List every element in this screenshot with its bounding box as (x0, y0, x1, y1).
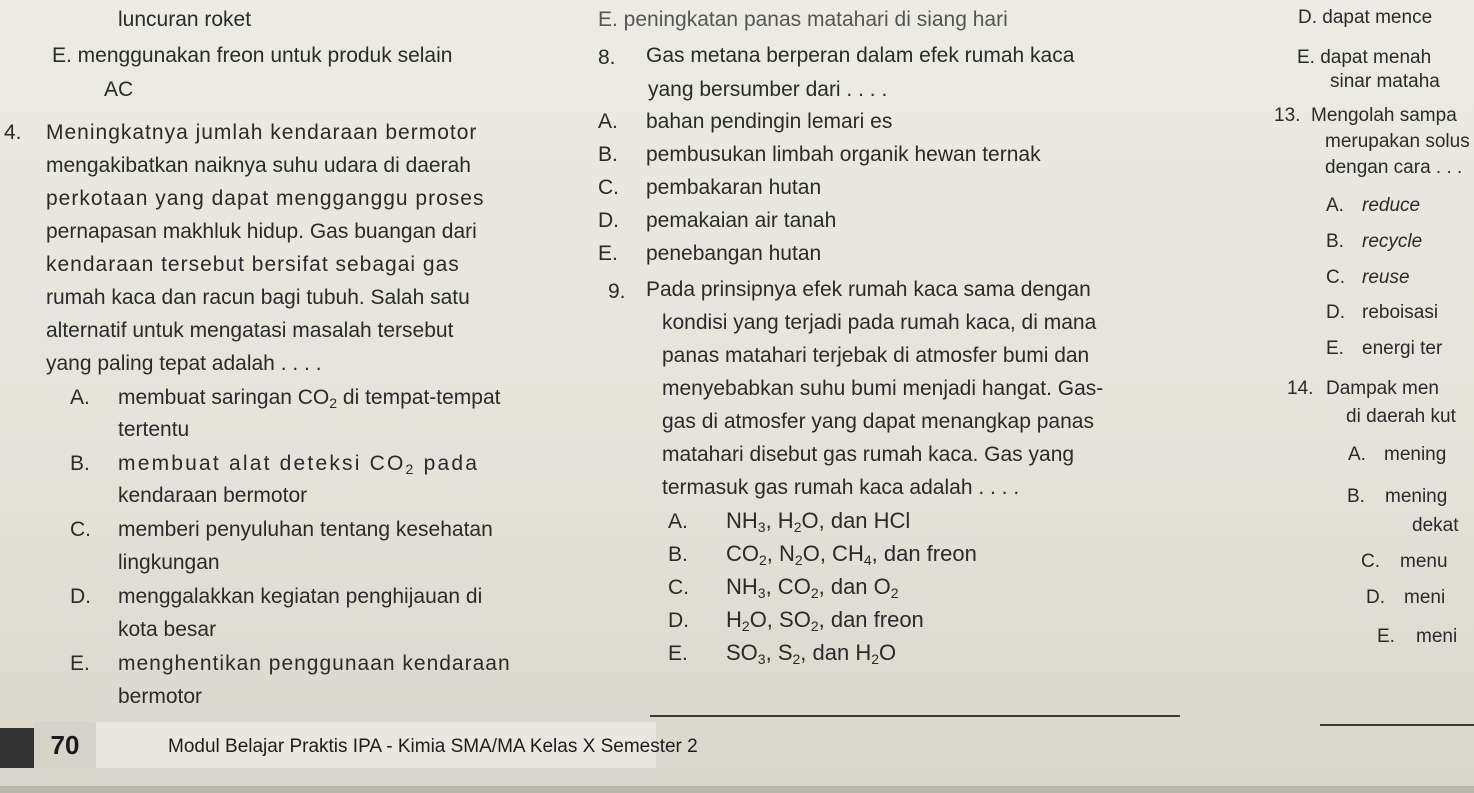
q13-option-c-label: C. (1326, 267, 1345, 288)
q13-option-b-text: recycle (1362, 231, 1423, 252)
option-a-text: membuat saringan $CO_2$ di tempat-tempat (118, 386, 501, 411)
option-b-text-cont: kendaraan bermotor (118, 484, 308, 507)
option-d-text: menggalakkan kegiatan penghijauan di (118, 585, 483, 608)
q4-line: perkotaan yang dapat mengganggu proses (46, 187, 485, 210)
text-line: sinar mataha (1330, 71, 1440, 92)
q14-line: Dampak men (1326, 378, 1439, 399)
q14-option-b-label: B. (1347, 486, 1365, 507)
question-number-14: 14. (1287, 378, 1314, 399)
option-b-label: B. (70, 452, 90, 475)
page-edge (0, 786, 1474, 793)
option-e-text-cont: bermotor (118, 685, 203, 708)
option-c-text-cont: lingkungan (118, 551, 220, 574)
option-e-label: E. (70, 652, 90, 675)
q9-line: panas matahari terjebak di atmosfer bumi dan (662, 344, 1090, 367)
option-e-text: menghentikan penggunaan kendaraan (118, 652, 511, 675)
option-d-text-cont: kota besar (118, 618, 217, 641)
q13-option-a-label: A. (1326, 195, 1344, 216)
option-a-text-cont: tertentu (118, 418, 190, 441)
q8-option-b-label: B. (598, 143, 618, 166)
q14-option-a-label: A. (1348, 444, 1366, 465)
page-number: 70 (34, 722, 96, 768)
q4-line: kendaraan tersebut bersifat sebagai gas (46, 253, 460, 276)
q14-option-c-text: menu (1400, 551, 1448, 572)
option-d-label: D. (70, 585, 91, 608)
q9-option-b-text: $CO_2$, $N_2O$, $CH_4$, dan freon (726, 541, 977, 568)
q9-line: gas di atmosfer yang dapat menangkap panas (662, 410, 1094, 433)
q14-line: di daerah kut (1346, 406, 1456, 427)
q8-option-a-label: A. (598, 110, 618, 133)
q13-line: merupakan solus (1325, 131, 1470, 152)
q13-option-e-label: E. (1326, 338, 1344, 359)
page-tab-marker (0, 728, 34, 768)
q14-option-e-label: E. (1377, 626, 1395, 647)
q13-line: Mengolah sampa (1311, 105, 1457, 126)
option-a-label: A. (70, 386, 90, 409)
question-number-4: 4. (4, 121, 22, 144)
question-number-8: 8. (598, 46, 616, 69)
q13-option-d-text: reboisasi (1362, 302, 1439, 323)
q9-option-e-text: $SO_3$, $S_2$, dan $H_2O$ (726, 640, 897, 667)
option-e-q12: E. dapat menah (1297, 47, 1432, 68)
question-number-13: 13. (1274, 105, 1301, 126)
q4-line: mengakibatkan naiknya suhu udara di daerah (46, 154, 471, 177)
q14-option-a-text: mening (1384, 444, 1447, 465)
q8-line: Gas metana berperan dalam efek rumah kaca (646, 44, 1075, 67)
q4-line: Meningkatnya jumlah kendaraan bermotor (46, 121, 478, 144)
q9-line: termasuk gas rumah kaca adalah . . . . (662, 476, 1020, 499)
footer-rule (1320, 724, 1474, 726)
option-c-label: C. (70, 518, 91, 541)
q4-line: alternatif untuk mengatasi masalah tersebut (46, 319, 454, 342)
book-title: Modul Belajar Praktis IPA - Kimia SMA/MA Kelas X Semester 2 (168, 736, 698, 757)
q14-option-e-text: meni (1416, 626, 1458, 647)
option-d-q12: D. dapat mence (1298, 7, 1433, 28)
q13-option-c-text: reuse (1362, 267, 1410, 288)
q8-option-e-label: E. (598, 242, 618, 265)
q13-option-e-text: energi ter (1362, 338, 1443, 359)
q9-option-a-text: $NH_3$, $H_2O$, dan HCl (726, 508, 911, 535)
q13-option-d-label: D. (1326, 302, 1345, 323)
text-line: AC (104, 78, 134, 101)
option-e-q3: E. menggunakan freon untuk produk selain (52, 44, 453, 67)
q8-option-d-label: D. (598, 209, 619, 232)
q13-option-b-label: B. (1326, 231, 1344, 252)
q14-option-b-text: mening (1385, 486, 1448, 507)
option-b-text: membuat alat deteksi $CO_2$ pada (118, 452, 480, 477)
text-line: luncuran roket (118, 8, 252, 31)
q14-option-b-text-cont: dekat (1412, 515, 1459, 536)
q4-line: rumah kaca dan racun bagi tubuh. Salah satu (46, 286, 470, 309)
option-e-q7: E. peningkatan panas matahari di siang hari (598, 8, 1008, 31)
q9-line: menyebabkan suhu bumi menjadi hangat. Gas- (662, 377, 1104, 400)
q4-line: pernapasan makhluk hidup. Gas buangan dari (46, 220, 477, 243)
q9-option-c-label: C. (668, 576, 689, 599)
q9-option-e-label: E. (668, 642, 688, 665)
footer-rule (650, 715, 1180, 717)
q9-option-d-text: $H_2O$, $SO_2$, dan freon (726, 607, 924, 634)
q9-option-a-label: A. (668, 510, 688, 533)
q14-option-d-text: meni (1404, 587, 1446, 608)
q4-line: yang paling tepat adalah . . . . (46, 352, 322, 375)
q8-option-c-label: C. (598, 176, 619, 199)
q9-option-b-label: B. (668, 543, 688, 566)
q9-line: Pada prinsipnya efek rumah kaca sama dengan (646, 278, 1091, 301)
question-number-9: 9. (608, 280, 626, 303)
q14-option-d-label: D. (1366, 587, 1385, 608)
q13-option-a-text: reduce (1362, 195, 1421, 216)
q9-option-c-text: $NH_3$, $CO_2$, dan $O_2$ (726, 574, 899, 601)
q8-option-d-text: pemakaian air tanah (646, 209, 837, 232)
q8-option-c-text: pembakaran hutan (646, 176, 822, 199)
q9-line: kondisi yang terjadi pada rumah kaca, di mana (662, 311, 1097, 334)
q8-option-b-text: pembusukan limbah organik hewan ternak (646, 143, 1041, 166)
q9-line: matahari disebut gas rumah kaca. Gas yang (662, 443, 1075, 466)
q8-option-e-text: penebangan hutan (646, 242, 822, 265)
q14-option-c-label: C. (1361, 551, 1380, 572)
option-c-text: memberi penyuluhan tentang kesehatan (118, 518, 493, 541)
q13-line: dengan cara . . . (1325, 157, 1463, 178)
q9-option-d-label: D. (668, 609, 689, 632)
q8-line: yang bersumber dari . . . . (648, 78, 888, 101)
q8-option-a-text: bahan pendingin lemari es (646, 110, 893, 133)
